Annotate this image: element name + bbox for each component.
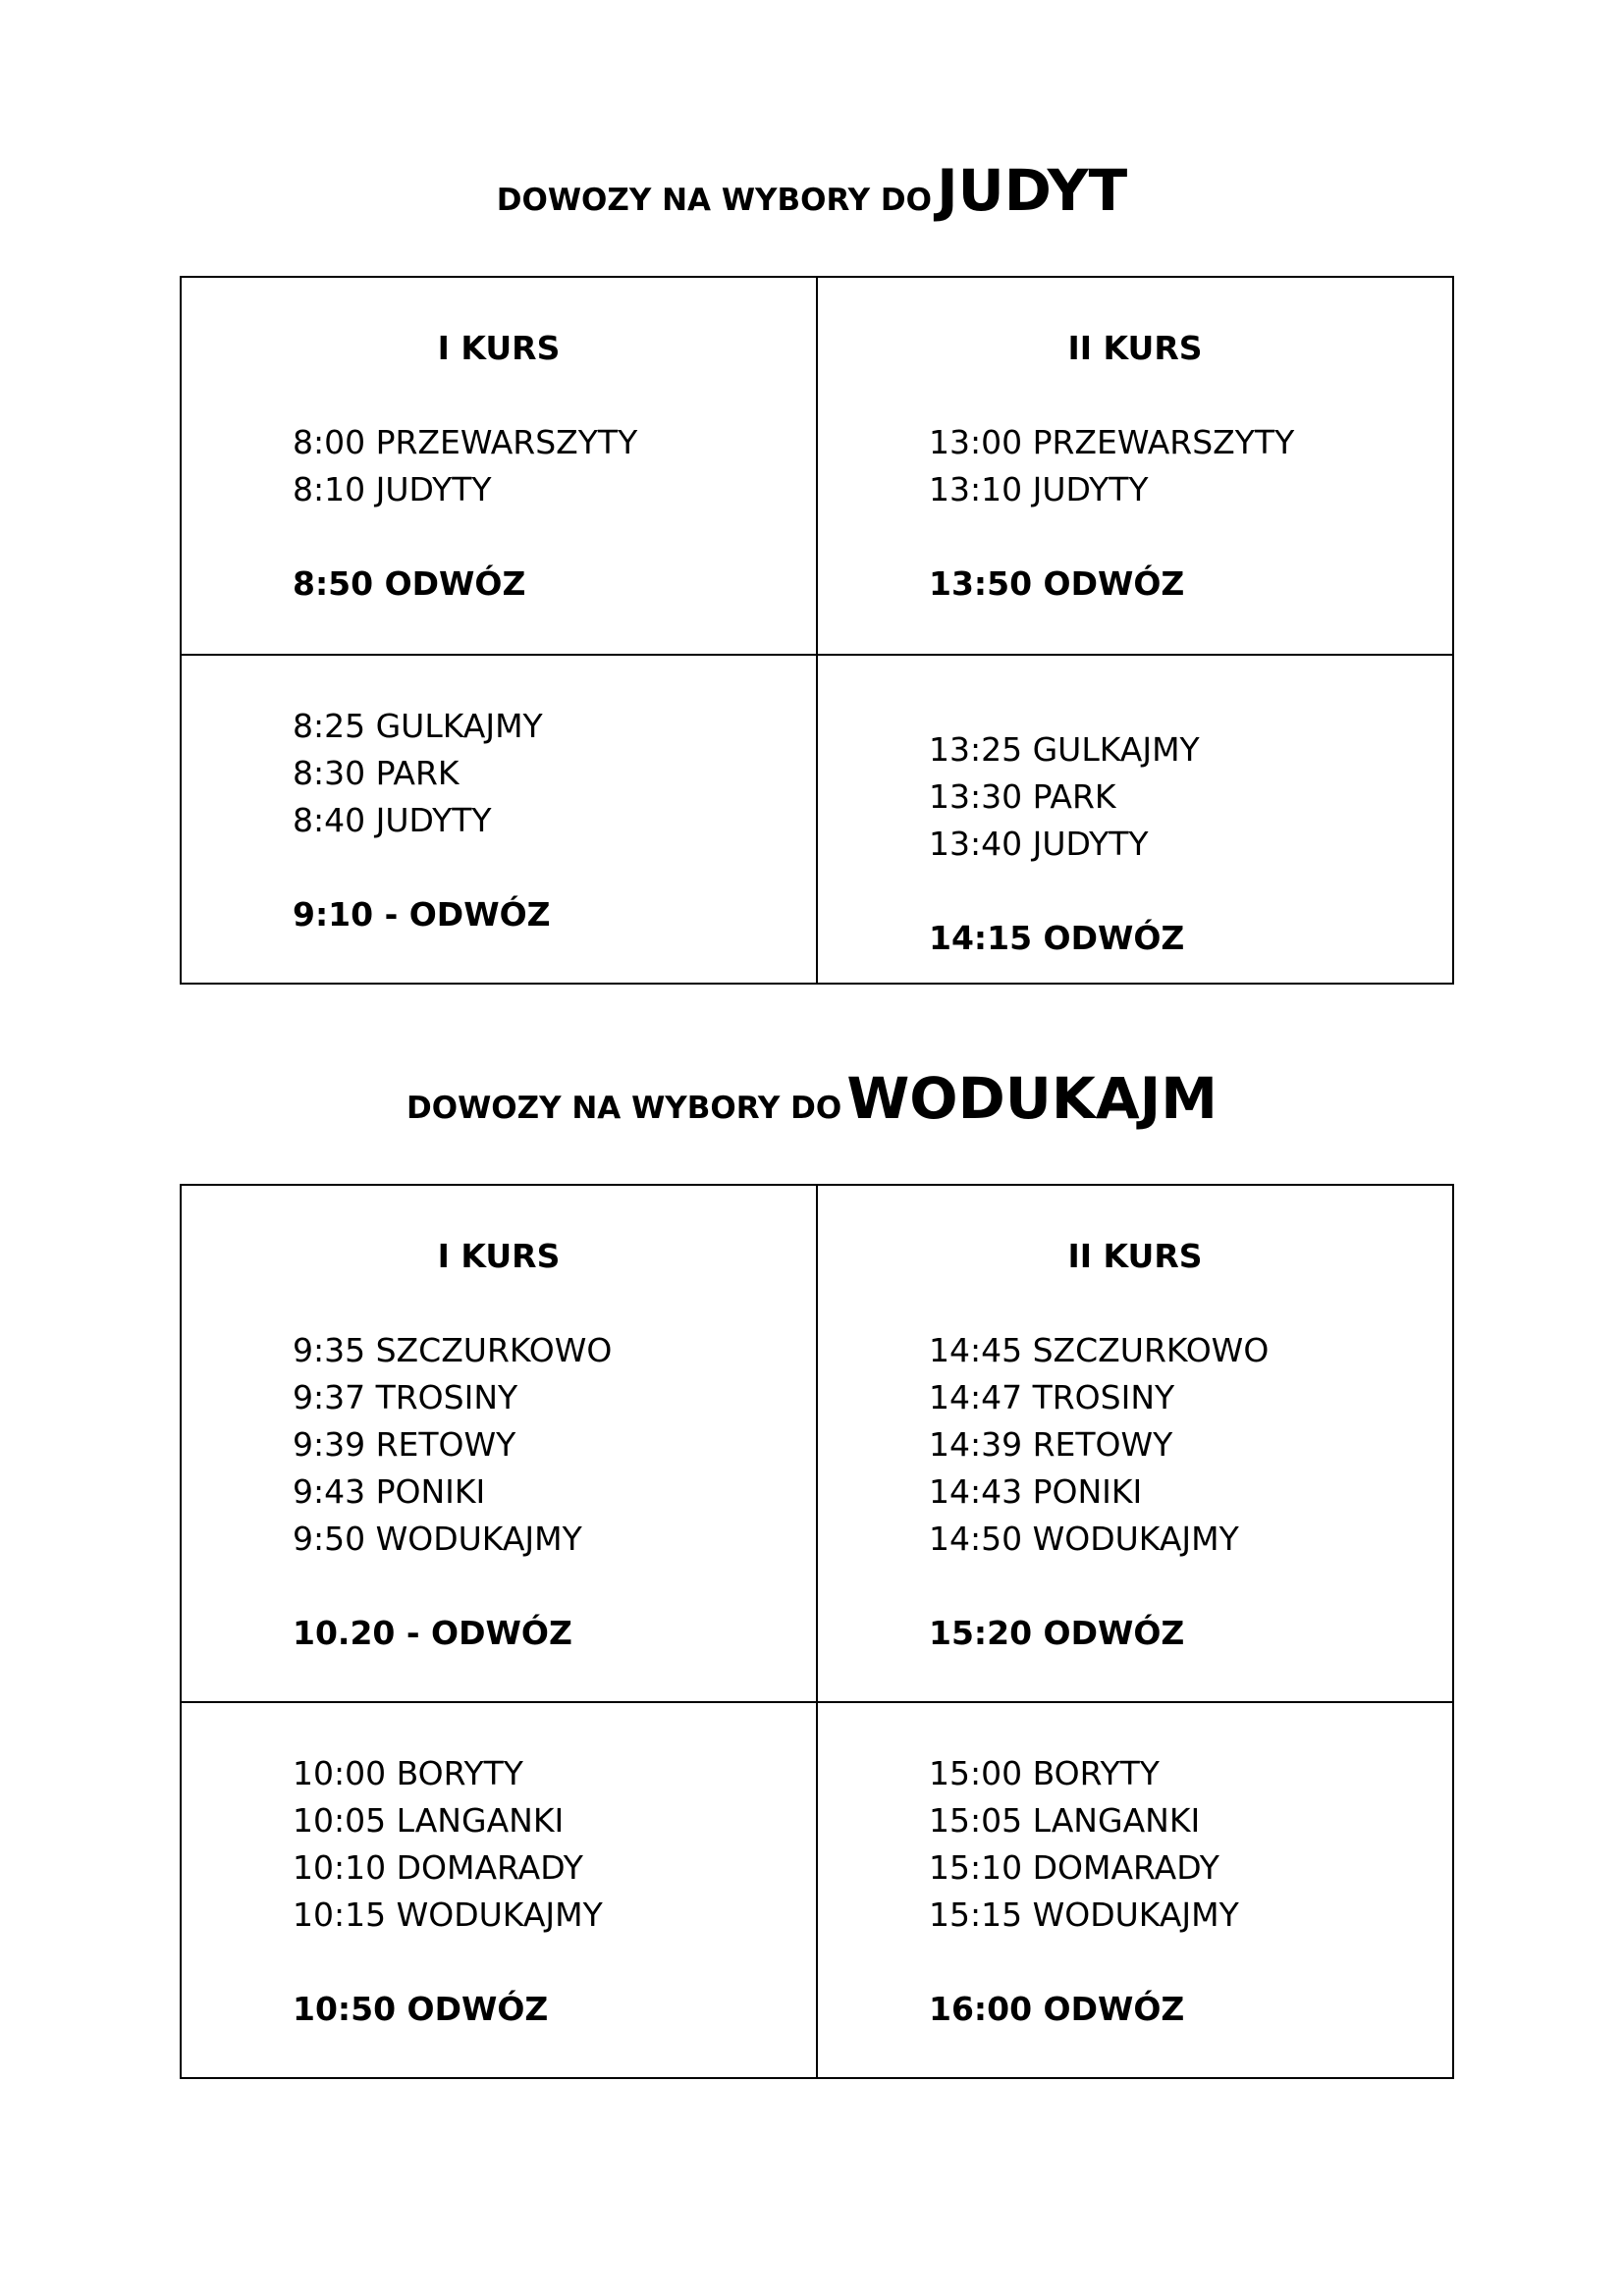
section-heading-wodukajm — [0, 1065, 1624, 1132]
stop-line: 14:47 TROSINY — [929, 1378, 1175, 1416]
stop-line: 14:39 RETOWY — [929, 1425, 1173, 1464]
table-row — [181, 655, 1453, 984]
stop-line: 8:40 JUDYTY — [293, 801, 492, 839]
stop-line: 10:10 DOMARADY — [293, 1848, 583, 1887]
schedule-table-judyt — [180, 276, 1454, 985]
stop-line: 10:15 WODUKAJMY — [293, 1896, 603, 1934]
stop-line: 13:40 JUDYTY — [929, 825, 1149, 863]
course-title: I KURS — [437, 1237, 561, 1275]
schedule-cell — [181, 1185, 817, 1702]
stop-line: 15:05 LANGANKI — [929, 1801, 1201, 1840]
return-time: 8:50 ODWÓZ — [293, 564, 526, 603]
schedule-cell — [817, 1702, 1453, 2078]
schedule-cell — [817, 277, 1453, 655]
stop-line: 8:25 GULKAJMY — [293, 707, 543, 745]
stop-line: 15:00 BORYTY — [929, 1754, 1160, 1792]
section-heading-judyt — [0, 157, 1624, 224]
stop-line: 9:35 SZCZURKOWO — [293, 1331, 613, 1369]
stop-line: 13:10 JUDYTY — [929, 470, 1149, 508]
return-time: 16:00 ODWÓZ — [929, 1990, 1185, 2028]
course-title: I KURS — [437, 329, 561, 367]
heading-prefix: DOWOZY NA WYBORY DO — [406, 1091, 842, 1126]
stop-line: 13:30 PARK — [929, 777, 1116, 816]
stop-line: 14:43 PONIKI — [929, 1472, 1143, 1511]
schedule-cell — [181, 277, 817, 655]
stop-line: 15:15 WODUKAJMY — [929, 1896, 1239, 1934]
stop-line: 10:05 LANGANKI — [293, 1801, 565, 1840]
heading-place: WODUKAJM — [846, 1065, 1218, 1132]
table-row — [181, 1702, 1453, 2078]
stop-line: 13:25 GULKAJMY — [929, 730, 1200, 769]
return-time: 15:20 ODWÓZ — [929, 1614, 1185, 1652]
schedule-cell — [817, 1185, 1453, 1702]
stop-line: 10:00 BORYTY — [293, 1754, 523, 1792]
schedule-cell — [181, 1702, 817, 2078]
stop-line: 15:10 DOMARADY — [929, 1848, 1219, 1887]
return-time: 9:10 - ODWÓZ — [293, 895, 551, 934]
stop-line: 9:50 WODUKAJMY — [293, 1520, 582, 1558]
schedule-cell — [181, 655, 817, 984]
course-title: II KURS — [1067, 1237, 1203, 1275]
table-row — [181, 1185, 1453, 1702]
schedule-table-wodukajm — [180, 1184, 1454, 2079]
stop-line: 8:10 JUDYTY — [293, 470, 492, 508]
heading-prefix: DOWOZY NA WYBORY DO — [496, 183, 932, 218]
heading-place: JUDYT — [937, 157, 1128, 224]
return-time: 10:50 ODWÓZ — [293, 1990, 549, 2028]
return-time: 14:15 ODWÓZ — [929, 919, 1185, 957]
stop-line: 14:50 WODUKAJMY — [929, 1520, 1239, 1558]
return-time: 13:50 ODWÓZ — [929, 564, 1185, 603]
schedule-cell — [817, 655, 1453, 984]
stop-line: 9:43 PONIKI — [293, 1472, 486, 1511]
return-time: 10.20 - ODWÓZ — [293, 1614, 572, 1652]
stop-line: 14:45 SZCZURKOWO — [929, 1331, 1270, 1369]
stop-line: 13:00 PRZEWARSZYTY — [929, 423, 1295, 461]
stop-line: 9:39 RETOWY — [293, 1425, 516, 1464]
table-row — [181, 277, 1453, 655]
course-title: II KURS — [1067, 329, 1203, 367]
stop-line: 8:30 PARK — [293, 754, 460, 792]
stop-line: 8:00 PRZEWARSZYTY — [293, 423, 638, 461]
stop-line: 9:37 TROSINY — [293, 1378, 518, 1416]
